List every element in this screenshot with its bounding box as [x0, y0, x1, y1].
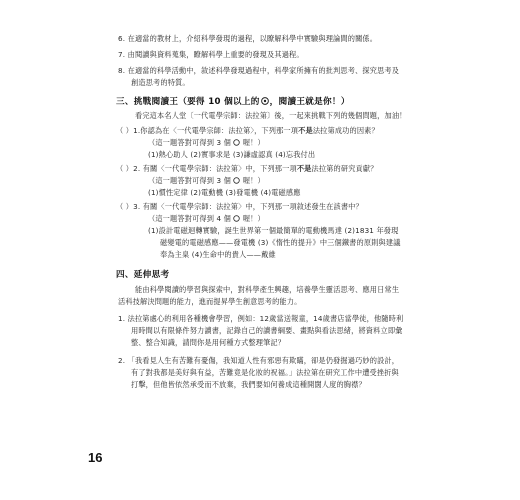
hint-text: （這一題答對可得到 4 個 [148, 214, 231, 223]
question-2-options: (1)慣性定律 (2)電動機 (3)發電機 (4)電磁感應 [148, 188, 301, 197]
extension-item-1-line-3: 整、整合知識，請問你是用何種方式整理筆記？ [131, 338, 286, 347]
extension-item-2 [118, 356, 399, 366]
star-icon [261, 97, 269, 105]
medal-icon [233, 215, 240, 222]
section-3-subtitle-end: ，閱讀王就是你！） [269, 97, 350, 107]
hint-end: 喔！） [242, 138, 265, 147]
question-text-end: 法拉第成功的因素？ [312, 126, 379, 135]
question-3-options-1: (1)設計電磁迴轉實驗，誕生世界第一個最簡單的電動機馬達 (2)1831 年發現 [148, 226, 399, 235]
question-text: 1.你認為在〈一代電學宗師：法拉第〉，下列那一項 [133, 126, 299, 135]
item-7 [118, 50, 304, 60]
section-4-heading: 四、延伸思考 [116, 270, 170, 280]
section-3-title: 三、挑戰閱讀王 [116, 97, 179, 107]
question-3-options-2: 磁變電的電磁感應——發電機 (3)《惰性的提升》中三個鐵書的原則與建議 [160, 238, 401, 247]
extension-item-2-line-2: 有了對我都是美好與有益，苦難竟是化妝的祝福。」法拉第在研究工作中遭受挫折與 [131, 368, 399, 377]
item-number: 1. [118, 314, 126, 323]
item-text: 「我看見人生有苦難有憂傷，我知道人性有邪惡有欺瞞，卻是仍發掘過巧妙的設計， [127, 356, 400, 365]
answer-bracket: （ ） [116, 126, 134, 135]
section-3-heading [116, 95, 350, 107]
item-number: 2. [118, 356, 126, 365]
question-emphasis: 不是 [296, 164, 312, 173]
item-8-continued [131, 78, 190, 88]
section-4-intro-2: 活科技解決問題的能力，進而提昇學生創意思考的能力。 [118, 297, 302, 306]
section-3-intro: 看完這本名人堂〔一代電學宗師：法拉第〕後，一起來挑戰下列的幾個問題，加油！ [135, 111, 407, 120]
question-2-hint [148, 176, 265, 186]
extension-item-2-line-3: 打擊，但他皆依然承受而不放棄，我們要如何養成這種開闊人度的胸襟？ [131, 380, 366, 389]
hint-text: （這一題答對可得到 3 個 [148, 138, 231, 147]
extension-item-1-line-2: 用時間以有限條件努力讀書，記錄自己的讀書綱要、畫點與看法思緒，將資料立即彙 [131, 326, 403, 335]
item-number: 7. [118, 50, 126, 59]
item-text: 法拉第處心的利用各種機會學習，例如：12歲當送報童，14歲書店當學徒，他隨時利 [127, 314, 404, 323]
question-1-options: (1)熱心助人 (2)實事求是 (3)謙虛認真 (4)忘我付出 [148, 150, 316, 159]
question-text: 3. 有關〈一代電學宗師：法拉第〉中，下列那一項敘述發生在該書中？ [133, 202, 363, 211]
question-3 [116, 202, 363, 212]
hint-text: （這一題答對可得到 3 個 [148, 176, 231, 185]
medal-icon [233, 177, 240, 184]
item-6 [118, 34, 377, 44]
item-8 [118, 66, 399, 76]
hint-end: 喔！） [242, 214, 265, 223]
medal-icon [233, 139, 240, 146]
extension-item-1 [118, 314, 403, 324]
question-text: 2. 有關〈一代電學宗師：法拉第〉中，下列那一項 [133, 164, 297, 173]
question-3-hint [148, 214, 265, 224]
item-text: 在適當的教材上，介紹科學發現的過程，以瞭解科學中實驗與理論間的關係。 [127, 34, 378, 43]
item-text: 由閱讀與資料蒐集，瞭解科學上重要的發現及其過程。 [127, 50, 304, 59]
question-3-options-3: 奉為主臬 (4)生命中的貴人——戴維 [160, 250, 276, 259]
section-4-intro-1: 能由科學閱讀的學習與探索中，對科學產生興趣，培養學生靈活思考、應用日常生 [135, 285, 400, 294]
question-1-hint [148, 138, 265, 148]
answer-bracket: （ ） [116, 202, 134, 211]
answer-bracket: （ ） [116, 164, 134, 173]
item-number: 6. [118, 34, 126, 43]
item-number: 8. [118, 66, 126, 75]
question-text-end: 法拉第的研究貢獻？ [311, 164, 378, 173]
question-emphasis: 不是 [298, 126, 313, 135]
item-text: 創造思考的特質。 [131, 78, 190, 87]
section-3-subtitle: （要得 10 個以上的 [178, 97, 260, 107]
item-text: 在適當的科學活動中，敘述科學發現過程中，科學家所擁有的批判思考、探究思考及 [127, 66, 400, 75]
hint-end: 喔！） [242, 176, 265, 185]
page-number: 16 [88, 450, 103, 465]
question-1 [116, 126, 379, 136]
question-2 [116, 164, 378, 174]
